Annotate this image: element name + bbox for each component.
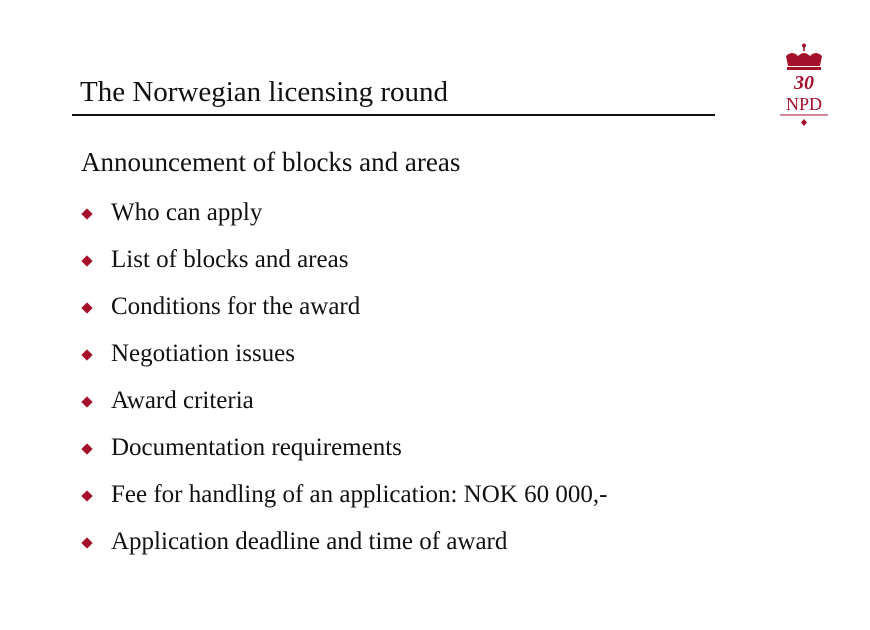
bullet-text: Fee for handling of an application: NOK 60 000,-: [111, 481, 608, 508]
bullet-text: Conditions for the award: [111, 293, 361, 320]
bullet-text: Award criteria: [111, 387, 254, 414]
logo-diamond-icon: [801, 119, 807, 126]
diamond-bullet-icon: [81, 490, 92, 501]
bullet-item-conditions: [80, 290, 607, 337]
diamond-bullet-icon: [81, 443, 92, 454]
bullet-text: Negotiation issues: [111, 340, 296, 367]
diamond-bullet-icon: [81, 208, 92, 219]
bullet-text: Application deadline and time of award: [111, 528, 508, 555]
npd-abbreviation: NPD: [785, 94, 823, 114]
bullet-text: List of blocks and areas: [111, 246, 349, 273]
diamond-bullet-icon: [81, 349, 92, 360]
bullet-text: Who can apply: [111, 199, 263, 226]
diamond-bullet-icon: [81, 537, 92, 548]
bullet-item-list-of-blocks: [80, 243, 607, 290]
bullet-list: [80, 196, 607, 572]
bullet-text: Documentation requirements: [111, 434, 402, 461]
npd-logo: [776, 42, 832, 128]
bullet-item-documentation: [80, 431, 607, 478]
title-divider: [72, 114, 715, 116]
diamond-bullet-icon: [81, 255, 92, 266]
slide-subtitle: Announcement of blocks and areas: [81, 147, 461, 177]
bullet-item-award-criteria: [80, 384, 607, 431]
slide-title: The Norwegian licensing round: [80, 76, 449, 108]
anniversary-number: 30: [794, 72, 814, 94]
diamond-bullet-icon: [81, 302, 92, 313]
crown-icon: [786, 44, 822, 71]
bullet-item-fee: [80, 478, 607, 525]
diamond-bullet-icon: [81, 396, 92, 407]
bullet-item-who-can-apply: [80, 196, 607, 243]
bullet-item-deadline: [80, 525, 607, 572]
bullet-item-negotiation: [80, 337, 607, 384]
